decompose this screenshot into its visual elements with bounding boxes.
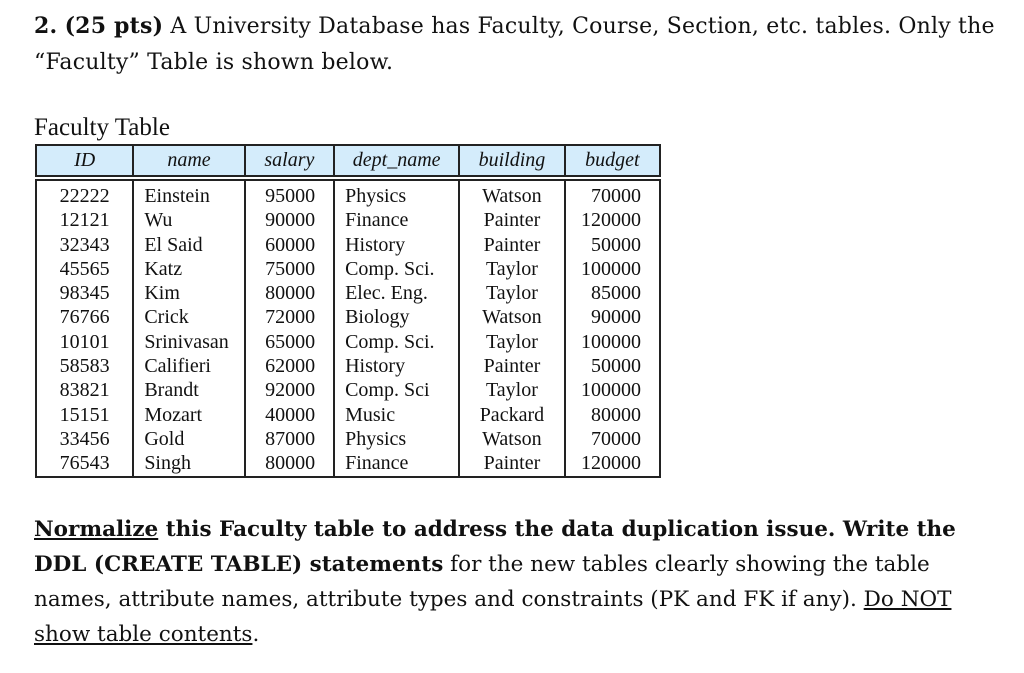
- table-cell: 83821: [59, 379, 110, 402]
- table-cell: 70000: [590, 427, 641, 450]
- table-cell: 65000: [265, 330, 316, 353]
- table-column: [460, 181, 565, 476]
- table-cell: 50000: [590, 355, 641, 378]
- table-cell: Taylor: [485, 257, 538, 280]
- table-cell: Singh: [144, 452, 191, 475]
- table-cell: Crick: [144, 306, 189, 329]
- table-caption: Faculty Table: [34, 114, 170, 141]
- table-cell: History: [345, 355, 406, 378]
- table-cell: Painter: [483, 452, 541, 475]
- table-cell: 95000: [265, 185, 316, 207]
- table-cell: 80000: [265, 452, 316, 475]
- table-cell: Physics: [345, 427, 407, 450]
- table-cell: 80000: [590, 403, 641, 426]
- column-header: salary: [246, 146, 335, 175]
- table-cell: Biology: [345, 306, 410, 329]
- table-cell: Painter: [483, 355, 541, 378]
- instructions-text: for the new tables clearly showing the table names, attribute names, attribute types and constraints (PK and FK if any).: [34, 552, 930, 612]
- table-cell: 32343: [59, 233, 110, 256]
- table-cell: Painter: [483, 233, 541, 256]
- question-text: [34, 8, 1004, 81]
- table-cell: Physics: [345, 185, 407, 207]
- table-cell: 60000: [265, 233, 316, 256]
- table-cell: 10101: [59, 330, 110, 353]
- table-cell: Taylor: [485, 282, 538, 305]
- table-cell: History: [345, 233, 406, 256]
- table-cell: 70000: [590, 185, 641, 207]
- table-cell: Painter: [483, 209, 541, 232]
- table-column: [246, 181, 336, 476]
- question-body: A University Database has Faculty, Course, Section, etc. tables. Only the “Faculty” Table is shown below.: [34, 14, 995, 75]
- table-cell: Wu: [144, 209, 173, 232]
- table-cell: 15151: [59, 403, 110, 426]
- no-contents-note: Do NOT show table contents: [34, 587, 952, 647]
- table-column: [335, 181, 460, 476]
- table-cell: 50000: [590, 233, 641, 256]
- instructions-bold: this Faculty table to address the data duplication issue. Write the DDL (CREATE TABLE) statements: [34, 517, 956, 577]
- instructions-end: .: [252, 622, 260, 647]
- table-cell: Watson: [482, 185, 542, 207]
- column-header: budget: [585, 149, 640, 171]
- table-cell: Elec. Eng.: [345, 282, 428, 305]
- instructions: [34, 512, 994, 652]
- table-cell: 80000: [265, 282, 316, 305]
- table-cell: Finance: [345, 452, 409, 475]
- table-cell: Srinivasan: [144, 330, 229, 353]
- table-cell: 75000: [265, 257, 316, 280]
- table-cell: Packard: [479, 403, 545, 426]
- column-header: building: [460, 146, 565, 175]
- table-cell: Watson: [482, 427, 542, 450]
- table-body: [35, 179, 661, 478]
- table-cell: Kim: [144, 282, 180, 305]
- table-cell: Watson: [482, 306, 542, 329]
- table-column: [134, 181, 245, 476]
- table-cell: 120000: [580, 452, 641, 475]
- table-cell: 76543: [59, 452, 110, 475]
- table-cell: Taylor: [485, 379, 538, 402]
- table-cell: 100000: [580, 257, 641, 280]
- table-cell: Brandt: [144, 379, 199, 402]
- column-header: name: [134, 146, 245, 175]
- table-cell: Katz: [144, 257, 183, 280]
- table-cell: Gold: [144, 427, 185, 450]
- table-header: [35, 144, 661, 177]
- table-cell: 12121: [59, 209, 110, 232]
- normalize-word: Normalize: [34, 517, 159, 542]
- table-column: [37, 181, 134, 476]
- table-cell: El Said: [144, 233, 203, 256]
- table-cell: 22222: [59, 185, 110, 207]
- question-number: 2.: [34, 13, 58, 39]
- table-cell: 58583: [59, 355, 110, 378]
- table-cell: 72000: [265, 306, 316, 329]
- table-cell: 33456: [59, 427, 110, 450]
- table-cell: 100000: [580, 379, 641, 402]
- table-cell: 98345: [59, 282, 110, 305]
- table-cell: 92000: [265, 379, 316, 402]
- table-cell: Comp. Sci: [345, 379, 430, 402]
- table-cell: 45565: [59, 257, 110, 280]
- table-cell: 87000: [265, 427, 316, 450]
- table-cell: 90000: [590, 306, 641, 329]
- table-cell: 40000: [265, 403, 316, 426]
- table-cell: Comp. Sci.: [345, 257, 435, 280]
- table-cell: Califieri: [144, 355, 211, 378]
- column-header: ID: [37, 146, 134, 175]
- table-cell: 76766: [59, 306, 110, 329]
- column-header: dept_name: [335, 146, 460, 175]
- table-cell: 100000: [580, 330, 641, 353]
- table-cell: Finance: [345, 209, 409, 232]
- question-points: (25 pts): [64, 13, 164, 39]
- table-cell: 90000: [265, 209, 316, 232]
- table-cell: Mozart: [144, 403, 203, 426]
- table-cell: Einstein: [144, 185, 210, 207]
- table-column: [566, 181, 659, 476]
- table-cell: 120000: [580, 209, 641, 232]
- table-cell: Music: [345, 403, 396, 426]
- table-cell: Taylor: [485, 330, 538, 353]
- table-cell: 62000: [265, 355, 316, 378]
- table-cell: 85000: [590, 282, 641, 305]
- table-cell: Comp. Sci.: [345, 330, 435, 353]
